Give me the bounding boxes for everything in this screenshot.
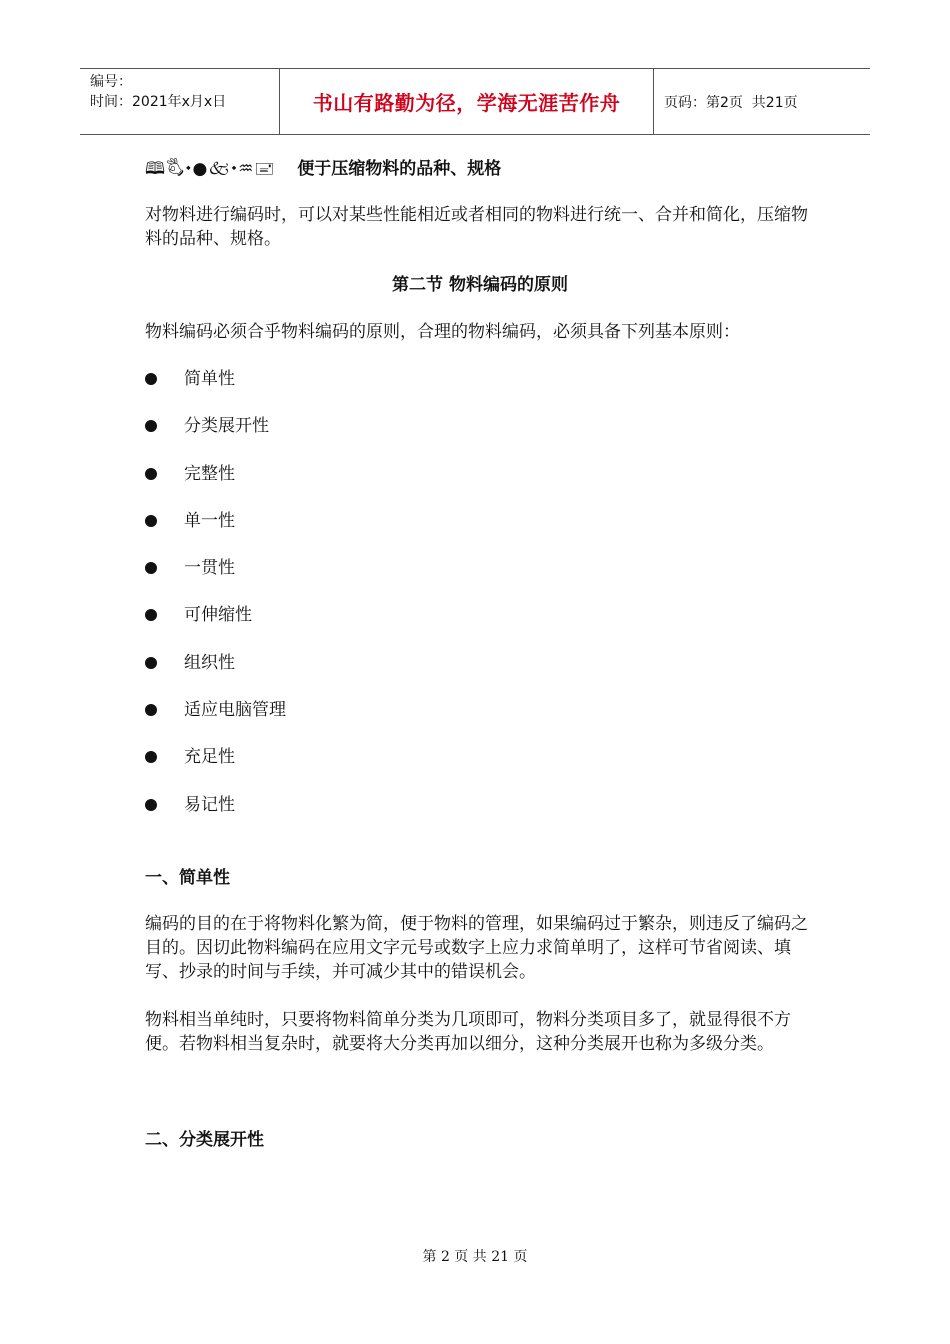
bullet-icon xyxy=(145,657,157,669)
list-item: 简单性 xyxy=(145,367,815,391)
bullet-icon xyxy=(145,704,157,716)
principles-list xyxy=(145,367,815,817)
list-item: 一贯性 xyxy=(145,556,815,580)
simplicity-paragraph-2: 物料相当单纯时，只要将物料简单分类为几项即可，物料分类项目多了，就显得很不方便。若物料相当复杂时，就要将大分类再加以细分，这种分类展开也称为多级分类。 xyxy=(145,1009,791,1054)
benefit-paragraph: 对物料进行编码时，可以对某些性能相近或者相同的物料进行统一、合并和简化，压缩物料的品种、规格。 xyxy=(145,205,808,249)
list-item: 适应电脑管理 xyxy=(145,698,815,722)
principles-intro: 物料编码必须合乎物料编码的原则，合理的物料编码，必须具备下列基本原则： xyxy=(145,322,740,342)
header-motto: 书山有路勤为径，学海无涯苦作舟 xyxy=(280,69,654,134)
list-item: 易记性 xyxy=(145,793,815,817)
bullet-icon xyxy=(145,799,157,811)
list-item: 组织性 xyxy=(145,651,815,675)
header-page-info: 页码：第2页 共21页 xyxy=(664,94,798,111)
simplicity-heading: 一、简单性 xyxy=(145,867,230,888)
bullet-icon xyxy=(145,373,157,385)
bullet-icon xyxy=(145,420,157,432)
list-item: 完整性 xyxy=(145,462,815,486)
list-item: 单一性 xyxy=(145,509,815,533)
simplicity-paragraph-1: 编码的目的在于将物料化繁为简，便于物料的管理，如果编码过于繁杂，则违反了编码之目的。因切此物料编码在应用文字元号或数字上应力求简单明了，这样可节省阅读、填写、抄录的时间与手续，并可减少其中的错误机会。 xyxy=(145,913,808,982)
classification-heading: 二、分类展开性 xyxy=(145,1129,264,1150)
list-item: 分类展开性 xyxy=(145,414,815,438)
bullet-icon xyxy=(145,751,157,763)
bullet-icon xyxy=(145,562,157,574)
benefit-title: 便于压缩物料的品种、规格 xyxy=(297,159,502,179)
document-body xyxy=(145,157,815,1152)
bullet-icon xyxy=(145,515,157,527)
page-footer: 第 2 页 共 21 页 xyxy=(422,1249,528,1265)
wingding-symbols: 🕮🖏⬩●🙵⬩♒🖃 xyxy=(145,159,276,179)
header-meta xyxy=(80,69,280,134)
bullet-icon xyxy=(145,609,157,621)
page-header xyxy=(80,68,870,135)
bullet-icon xyxy=(145,468,157,480)
list-item: 可伸缩性 xyxy=(145,603,815,627)
list-item: 充足性 xyxy=(145,745,815,769)
benefit-heading xyxy=(145,157,815,181)
time-label: 时间：2021年x月x日 xyxy=(90,94,227,110)
number-label: 编号： xyxy=(90,74,132,90)
section-title: 第二节 物料编码的原则 xyxy=(392,275,568,295)
